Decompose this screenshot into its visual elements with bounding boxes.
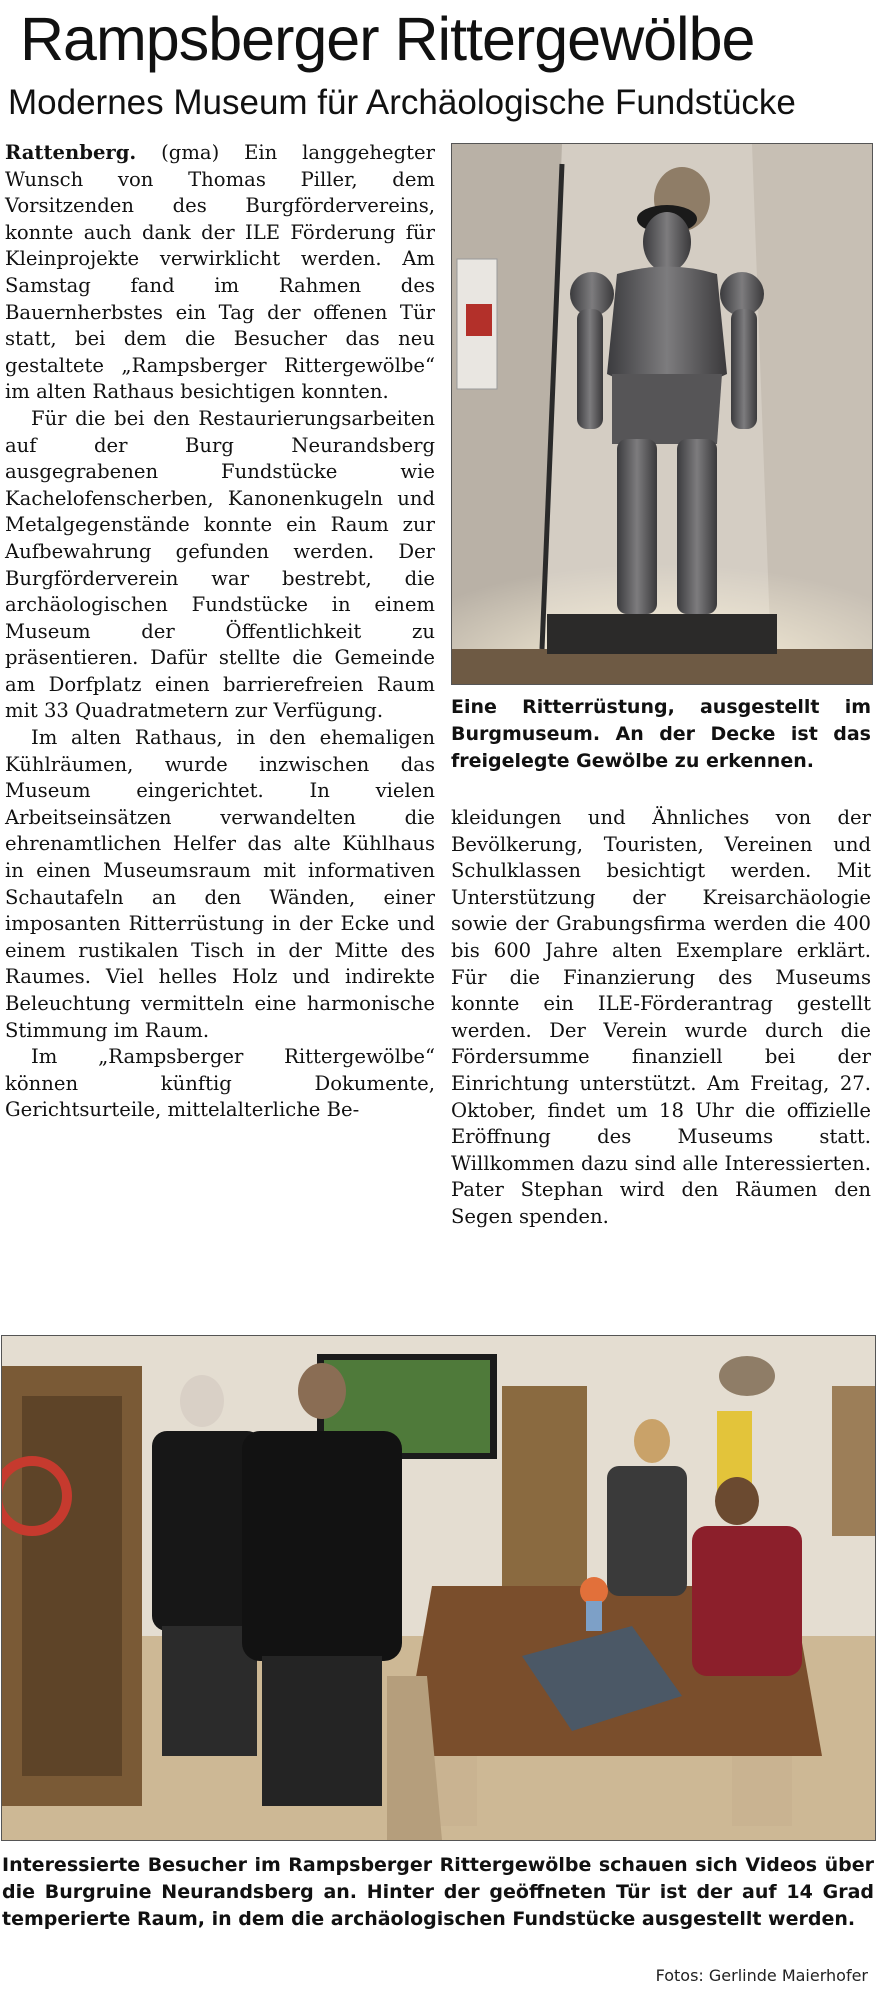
- room-caption: Interessierte Besucher im Rampsberger Rittergewölbe schauen sich Videos über die Burgruine Neurandsberg an. Hinter der geöffneten Tür ist der auf 14 Grad temperierte Raum, in dem die archäologischen Fundstücke ausgestellt werden.: [2, 1854, 874, 1930]
- photo-credit: Fotos: Gerlinde Maierhofer: [655, 1966, 868, 1985]
- armor-photo: [451, 143, 873, 685]
- armor-caption: Eine Ritterrüstung, ausgestellt im Burgmuseum. An der Decke ist das freigelegte Gewölbe zu erkennen.: [451, 696, 871, 772]
- museum-room-illustration: [2, 1336, 875, 1840]
- paragraph-2: Für die bei den Restaurierungsarbeiten auf der Burg Neurandsberg ausgegrabenen Fundstücke wie Kachelofenscherben, Kanonenkugeln und Metalgegenstände konnte ein Raum zur Aufbewahrung gefunden werden. Der Burgförderverein war bestrebt, die archäologischen Fundstücke in einem Museum der Öffentlichkeit zu präsentieren. Dafür stellte die Gemeinde am Dorfplatz einen barrierefreien Raum mit 33 Quadratmetern zur Verfügung.: [5, 406, 435, 723]
- article-column-left: [5, 140, 435, 1124]
- dateline: Rattenberg.: [5, 141, 137, 164]
- subheadline: Modernes Museum für Archäologische Fundstücke: [8, 83, 796, 122]
- paragraph-1: [5, 140, 435, 406]
- paragraph-3: Im alten Rathaus, in den ehemaligen Kühlräumen, wurde inzwischen das Museum eingerichtet. In vielen Arbeitseinsätzen verwandelten die ehrenamtlichen Helfer das alte Kühlhaus in einen Museumsraum mit informativen Schautafeln an den Wänden, einer imposanten Ritterrüstung in der Ecke und einem rustikalen Tisch in der Mitte des Raumes. Viel helles Holz und indirekte Beleuchtung vermitteln eine harmonische Stimmung im Raum.: [5, 726, 435, 1042]
- paragraph-1-text: (gma) Ein langgehegter Wunsch von Thomas Piller, dem Vorsitzenden des Burgfördervereins, konnte auch dank der ILE Förderung für Kleinprojekte verwirklicht werden. Am Samstag fand im Rahmen des Bauernherbstes ein Tag der offenen Tür statt, bei dem die Besucher das neu gestaltete „Rampsberger Rittergewölbe“ im alten Rathaus besichtigen konnten.: [5, 141, 435, 404]
- headline: Rampsberger Rittergewölbe: [20, 5, 755, 73]
- article-column-right: [451, 805, 871, 1231]
- museum-room-photo: [1, 1335, 876, 1841]
- armor-illustration: [452, 144, 872, 684]
- paragraph-4: Im „Rampsberger Rittergewölbe“ können künftig Dokumente, Gerichtsurteile, mittelalterliche Be-: [5, 1045, 435, 1122]
- paragraph-4-continued: kleidungen und Ähnliches von der Bevölkerung, Touristen, Vereinen und Schulklassen besichtigt werden. Mit Unterstützung der Kreisarchäologie sowie der Grabungsfirma werden die 400 bis 600 Jahre alten Exemplare erklärt. Für die Finanzierung des Museums konnte ein ILE-Förderantrag gestellt werden. Der Verein wurde durch die Fördersumme finanziell bei der Einrichtung unterstützt. Am Freitag, 27. Oktober, findet um 18 Uhr die offizielle Eröffnung des Museums statt. Willkommen dazu sind alle Interessierten. Pater Stephan wird den Räumen den Segen spenden.: [451, 806, 871, 1228]
